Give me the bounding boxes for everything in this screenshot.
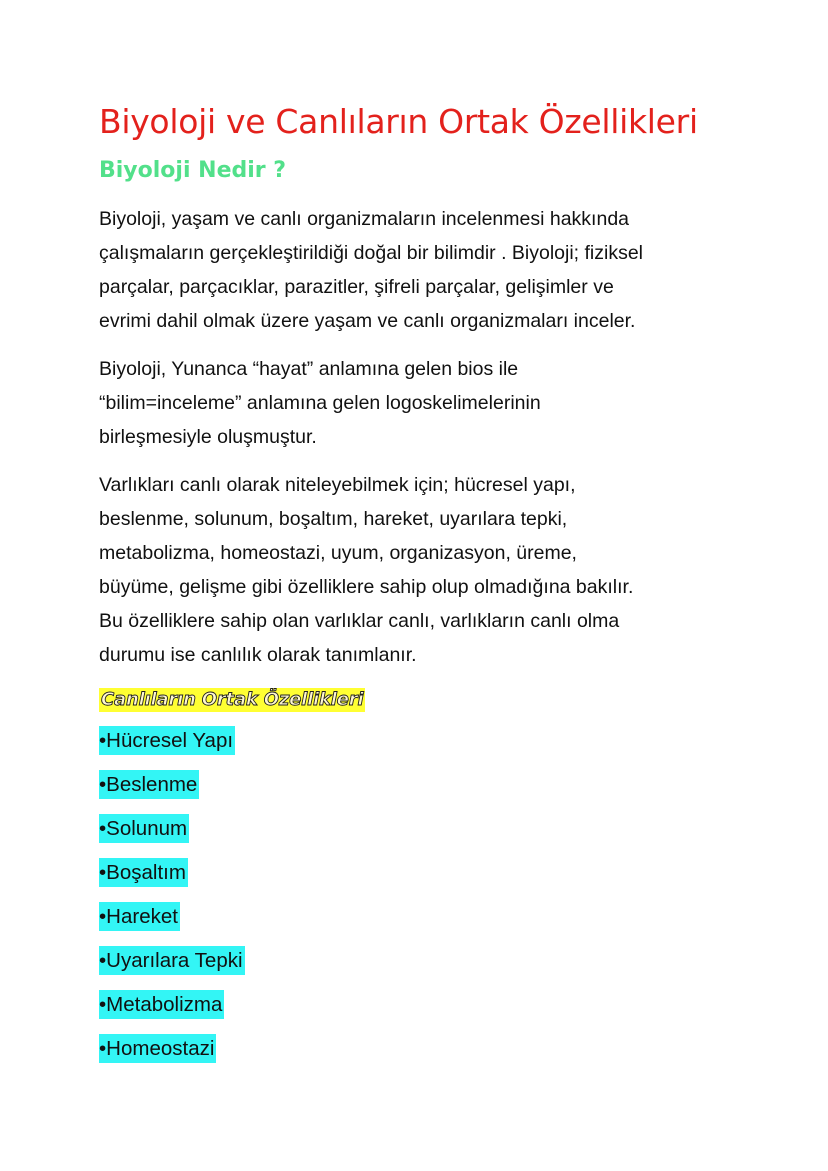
feature-label: •Boşaltım: [99, 858, 188, 887]
paragraph-line: durumu ise canlılık olarak tanımlanır.: [99, 644, 417, 666]
list-item: [99, 902, 739, 931]
feature-label: •Homeostazi: [99, 1034, 216, 1063]
features-heading: Canlıların Ortak Özellikleri: [101, 689, 364, 710]
paragraph-line: Biyoloji, Yunanca “hayat” anlamına gelen bios ile: [99, 358, 519, 380]
list-item: [99, 726, 739, 755]
paragraph-line: Biyoloji, yaşam ve canlı organizmaların incelenmesi hakkında: [99, 208, 630, 230]
paragraph-line: evrimi dahil olmak üzere yaşam ve canlı organizmaları inceler.: [99, 310, 636, 332]
paragraph-line: büyüme, gelişme gibi özelliklere sahip olup olmadığına bakılır.: [99, 576, 634, 598]
document-page: [99, 100, 739, 1078]
feature-label: •Solunum: [99, 814, 189, 843]
list-item: [99, 946, 739, 975]
paragraph-line: Varlıkları canlı olarak niteleyebilmek için; hücresel yapı,: [99, 474, 576, 496]
paragraph-etymology: [99, 352, 739, 454]
paragraph-line: beslenme, solunum, boşaltım, hareket, uyarılara tepki,: [99, 508, 568, 530]
list-item: [99, 814, 739, 843]
paragraph-line: çalışmaların gerçekleştirildiği doğal bir bilimdir . Biyoloji; fiziksel: [99, 242, 644, 264]
paragraph-characteristics: [99, 468, 739, 672]
paragraph-line: birleşmesiyle oluşmuştur.: [99, 426, 317, 448]
paragraph-line: metabolizma, homeostazi, uyum, organizasyon, üreme,: [99, 542, 577, 564]
section-subtitle: Biyoloji Nedir ?: [99, 158, 287, 183]
list-item: [99, 770, 739, 799]
list-item: [99, 1034, 739, 1063]
features-list: [99, 726, 739, 1063]
paragraph-definition: [99, 202, 739, 338]
feature-label: •Uyarılara Tepki: [99, 946, 245, 975]
feature-label: •Metabolizma: [99, 990, 224, 1019]
page-title: Biyoloji ve Canlıların Ortak Özellikleri: [99, 102, 698, 141]
list-item: [99, 858, 739, 887]
list-item: [99, 990, 739, 1019]
feature-label: •Hareket: [99, 902, 180, 931]
paragraph-line: “bilim=inceleme” anlamına gelen logoskelimelerinin: [99, 392, 541, 414]
paragraph-line: parçalar, parçacıklar, parazitler, şifreli parçalar, gelişimler ve: [99, 276, 614, 298]
feature-label: •Beslenme: [99, 770, 199, 799]
feature-label: •Hücresel Yapı: [99, 726, 235, 755]
paragraph-line: Bu özelliklere sahip olan varlıklar canlı, varlıkların canlı olma: [99, 610, 620, 632]
